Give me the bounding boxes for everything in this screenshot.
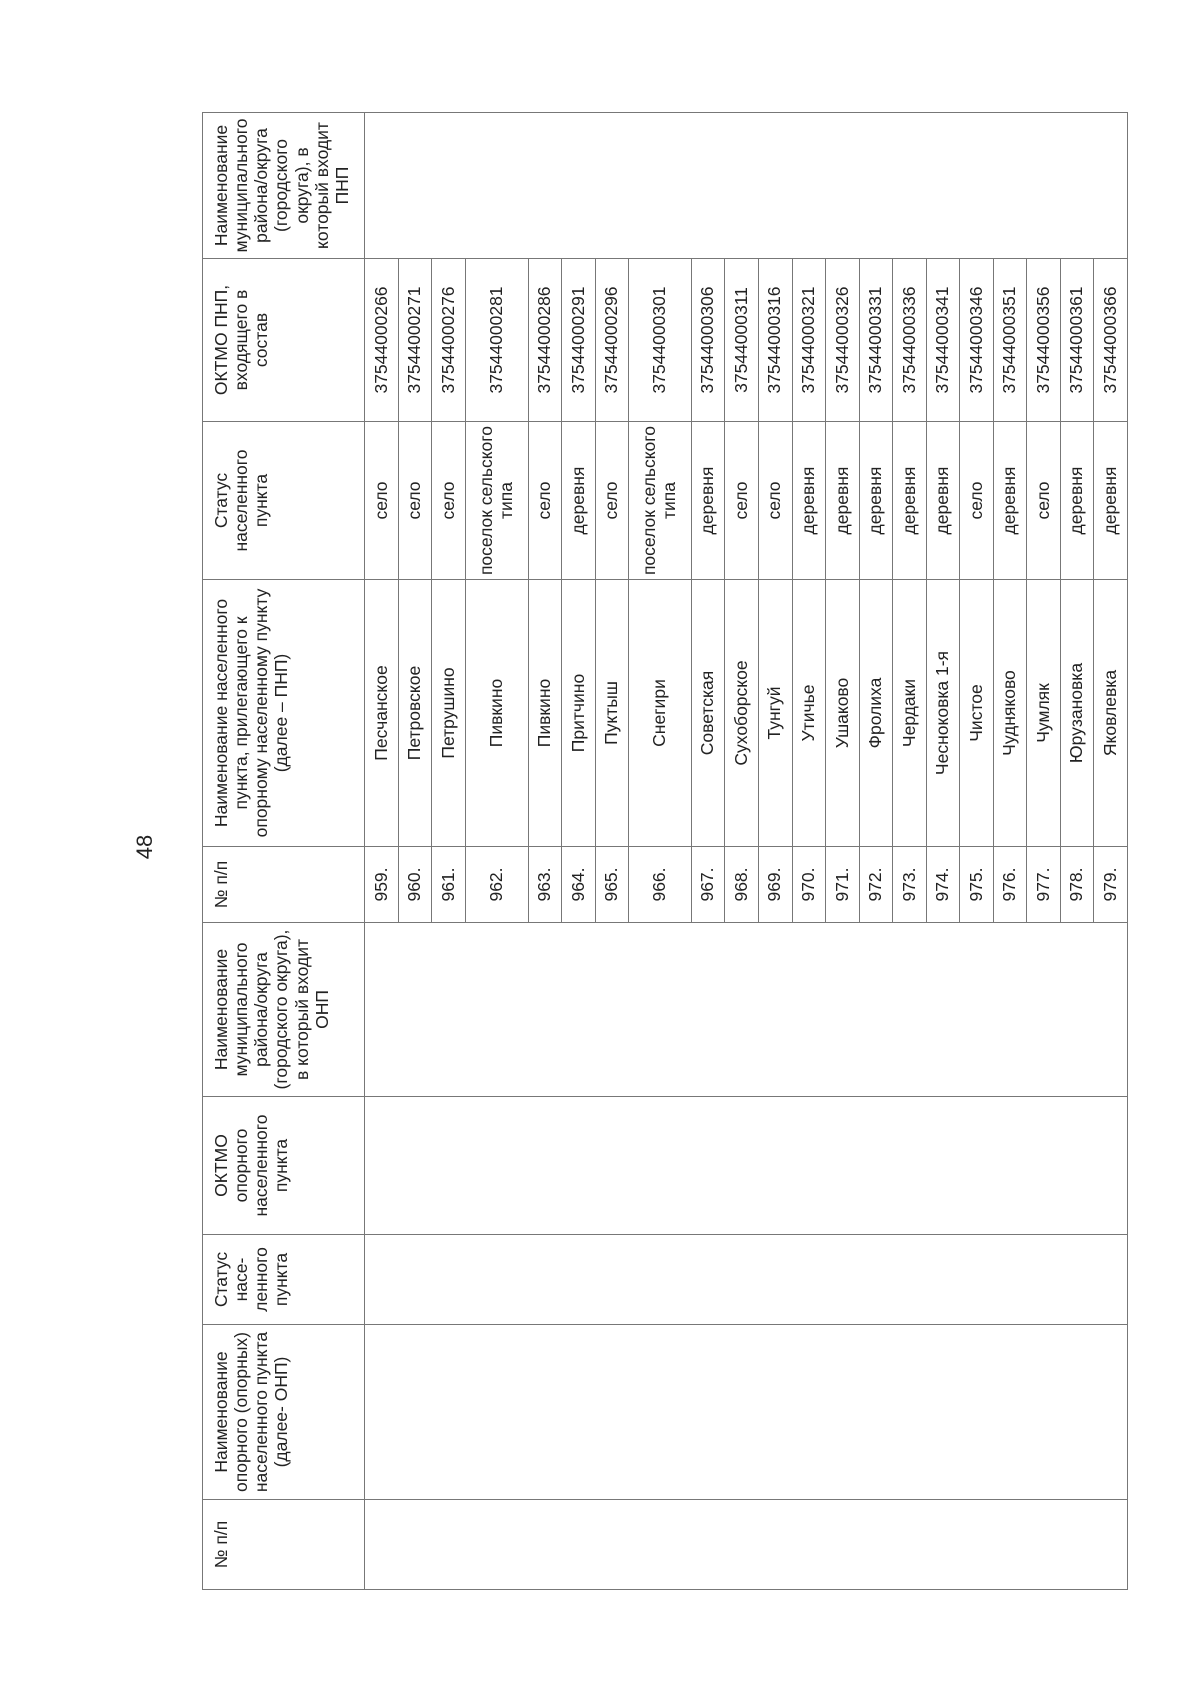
- settlement-oktmo: 37544000281: [465, 259, 528, 422]
- settlement-name: Ушаково: [826, 580, 860, 847]
- settlement-status: деревня: [826, 422, 860, 580]
- settlement-status: деревня: [993, 422, 1027, 580]
- settlement-name: Песчанское: [365, 580, 399, 847]
- empty-cell-pnp-district: [365, 113, 1128, 259]
- settlement-status: деревня: [792, 422, 826, 580]
- row-number: 976.: [993, 847, 1027, 923]
- empty-cell-onp-num: [365, 1500, 1128, 1590]
- row-number: 970.: [792, 847, 826, 923]
- row-number: 973.: [893, 847, 927, 923]
- settlement-status: деревня: [691, 422, 725, 580]
- settlement-status: деревня: [562, 422, 596, 580]
- row-number: 962.: [465, 847, 528, 923]
- settlement-oktmo: 37544000326: [826, 259, 860, 422]
- row-number: 968.: [725, 847, 759, 923]
- row-number: 977.: [1027, 847, 1061, 923]
- settlement-status: село: [432, 422, 466, 580]
- settlements-table: [202, 112, 1128, 1590]
- settlement-oktmo: 37544000306: [691, 259, 725, 422]
- settlement-status: село: [725, 422, 759, 580]
- settlement-name: Яковлевка: [1094, 580, 1128, 847]
- settlement-name: Сухоборское: [725, 580, 759, 847]
- row-number: 971.: [826, 847, 860, 923]
- settlement-name: Петровское: [398, 580, 432, 847]
- row-number: 960.: [398, 847, 432, 923]
- settlement-oktmo: 37544000351: [993, 259, 1027, 422]
- settlement-name: Чердаки: [893, 580, 927, 847]
- header-onp-district: Наименование муниципального района/округа (городского округа), в который входит ОНП: [203, 923, 365, 1097]
- settlement-name: Пивкино: [465, 580, 528, 847]
- header-pnp-status: Статус населенного пункта: [203, 422, 365, 580]
- row-number: 961.: [432, 847, 466, 923]
- settlement-oktmo: 37544000296: [595, 259, 629, 422]
- settlement-oktmo: 37544000361: [1060, 259, 1094, 422]
- settlement-oktmo: 37544000321: [792, 259, 826, 422]
- header-pnp-num: № п/п: [203, 847, 365, 923]
- settlement-name: Чесноковка 1-я: [926, 580, 960, 847]
- settlement-name: Юрузановка: [1060, 580, 1094, 847]
- row-number: 974.: [926, 847, 960, 923]
- settlement-name: Чудняково: [993, 580, 1027, 847]
- row-number: 966.: [629, 847, 692, 923]
- settlement-status: село: [758, 422, 792, 580]
- settlement-status: деревня: [1060, 422, 1094, 580]
- row-number: 965.: [595, 847, 629, 923]
- settlement-status: село: [1027, 422, 1061, 580]
- table-row: [365, 113, 399, 1590]
- header-onp-name: Наименование опорного (опорных) населенного пункта (далее- ОНП): [203, 1325, 365, 1500]
- settlement-name: Пивкино: [528, 580, 562, 847]
- row-number: 963.: [528, 847, 562, 923]
- settlement-oktmo: 37544000301: [629, 259, 692, 422]
- settlement-name: Чумляк: [1027, 580, 1061, 847]
- settlement-status: село: [595, 422, 629, 580]
- settlement-status: село: [365, 422, 399, 580]
- header-onp-status: Статус насе-ленного пункта: [203, 1235, 365, 1325]
- empty-cell-onp-district: [365, 923, 1128, 1097]
- row-number: 967.: [691, 847, 725, 923]
- header-pnp-name: Наименование населенного пункта, прилегающего к опорному населенному пункту (далее – ПНП): [203, 580, 365, 847]
- settlement-oktmo: 37544000291: [562, 259, 596, 422]
- settlement-oktmo: 37544000331: [859, 259, 893, 422]
- row-number: 972.: [859, 847, 893, 923]
- settlement-oktmo: 37544000311: [725, 259, 759, 422]
- settlement-oktmo: 37544000276: [432, 259, 466, 422]
- empty-cell-onp-status: [365, 1235, 1128, 1325]
- settlement-oktmo: 37544000356: [1027, 259, 1061, 422]
- settlement-status: село: [528, 422, 562, 580]
- settlement-name: Пуктыш: [595, 580, 629, 847]
- row-number: 978.: [1060, 847, 1094, 923]
- settlement-name: Снегири: [629, 580, 692, 847]
- settlement-name: Тунгуй: [758, 580, 792, 847]
- header-pnp-district: Наименование муниципального района/округа (городского округа), в который входит ПНП: [203, 113, 365, 259]
- settlement-name: Притчино: [562, 580, 596, 847]
- row-number: 979.: [1094, 847, 1128, 923]
- settlement-status: деревня: [1094, 422, 1128, 580]
- settlement-oktmo: 37544000336: [893, 259, 927, 422]
- settlement-oktmo: 37544000266: [365, 259, 399, 422]
- settlement-name: Советская: [691, 580, 725, 847]
- row-number: 969.: [758, 847, 792, 923]
- settlement-name: Чистое: [960, 580, 994, 847]
- row-number: 959.: [365, 847, 399, 923]
- empty-cell-onp-name: [365, 1325, 1128, 1500]
- settlement-name: Петрушино: [432, 580, 466, 847]
- header-row: [203, 113, 365, 1590]
- settlement-status: поселок сельского типа: [465, 422, 528, 580]
- settlement-name: Фролиха: [859, 580, 893, 847]
- table-body: [203, 113, 1128, 1590]
- settlement-status: деревня: [859, 422, 893, 580]
- settlement-status: деревня: [926, 422, 960, 580]
- settlement-oktmo: 37544000341: [926, 259, 960, 422]
- empty-cell-onp-oktmo: [365, 1097, 1128, 1235]
- settlement-oktmo: 37544000286: [528, 259, 562, 422]
- settlement-status: село: [960, 422, 994, 580]
- page-number: 48: [132, 834, 157, 860]
- header-onp-oktmo: ОКТМО опорного населенного пункта: [203, 1097, 365, 1235]
- row-number: 975.: [960, 847, 994, 923]
- settlement-status: поселок сельского типа: [629, 422, 692, 580]
- settlement-status: деревня: [893, 422, 927, 580]
- rotated-table-sheet: [202, 113, 1128, 1590]
- settlement-status: село: [398, 422, 432, 580]
- settlement-oktmo: 37544000346: [960, 259, 994, 422]
- settlement-oktmo: 37544000316: [758, 259, 792, 422]
- settlement-name: Утичье: [792, 580, 826, 847]
- row-number: 964.: [562, 847, 596, 923]
- header-onp-num: № п/п: [203, 1500, 365, 1590]
- header-pnp-oktmo: ОКТМО ПНП, входящего в состав: [203, 259, 365, 422]
- settlement-oktmo: 37544000366: [1094, 259, 1128, 422]
- settlement-oktmo: 37544000271: [398, 259, 432, 422]
